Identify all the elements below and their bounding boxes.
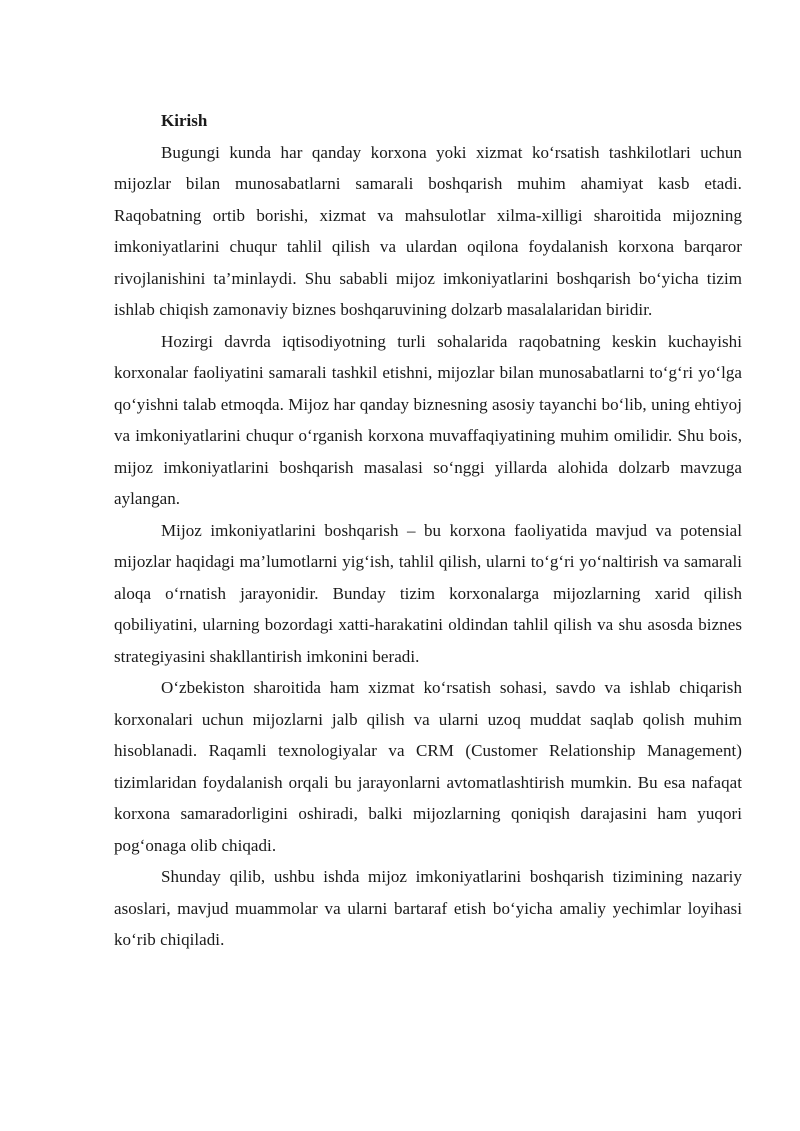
- paragraph-5: Shunday qilib, ushbu ishda mijoz imkoniyatlarini boshqarish tizimining nazariy asoslari, mavjud muammolar va ularni bartaraf etish bo‘yicha amaliy yechimlar loyihasi ko‘rib chiqiladi.: [114, 867, 742, 949]
- paragraph-1: Bugungi kunda har qanday korxona yoki xizmat ko‘rsatish tashkilotlari uchun mijozlar bilan munosabatlarni samarali boshqarish muhim ahamiyat kasb etadi. Raqobatning ortib borishi, xizmat va mahsulotlar xilma-xilligi sharoitida mijozning imkoniyatlarini chuqur tahlil qilish va ulardan oqilona foydalanish korxona barqaror rivojlanishini ta’minlaydi. Shu sababli mijoz imkoniyatlarini boshqarish bo‘yicha tizim ishlab chiqish zamonaviy biznes boshqaruvining dolzarb masalalaridan biridir.: [114, 142, 742, 319]
- paragraph-2: Hozirgi davrda iqtisodiyotning turli sohalarida raqobatning keskin kuchayishi korxonalar faoliyatini samarali tashkil etishni, mijozlar bilan munosabatlarni to‘g‘ri yo‘lga qo‘yishni talab etmoqda. Mijoz har qanday biznesning asosiy tayanchi bo‘lib, uning ehtiyoj va imkoniyatlarini chuqur o‘rganish korxona muvaffaqiyatining muhim omilidir. Shu bois, mijoz imkoniyatlarini boshqarish masalasi so‘nggi yillarda alohida dolzarb mavzuga aylangan.: [114, 331, 742, 508]
- section-heading: Kirish: [161, 111, 208, 130]
- paragraph-4: O‘zbekiston sharoitida ham xizmat ko‘rsatish sohasi, savdo va ishlab chiqarish korxonalari uchun mijozlarni jalb qilish va ularni uzoq muddat saqlab qolish muhim hisoblanadi. Raqamli texnologiyalar va CRM (Customer Relationship Management) tizimlaridan foydalanish orqali bu jarayonlarni avtomatlashtirish mumkin. Bu esa nafaqat korxona samaradorligini oshiradi, balki mijozlarning qoniqish darajasini ham yuqori pog‘onaga olib chiqadi.: [114, 678, 742, 855]
- document-page: [114, 105, 742, 956]
- paragraph-3: Mijoz imkoniyatlarini boshqarish – bu korxona faoliyatida mavjud va potensial mijozlar haqidagi ma’lumotlarni yig‘ish, tahlil qilish, ularni to‘g‘ri yo‘naltirish va samarali aloqa o‘rnatish jarayonidir. Bunday tizim korxonalarga mijozlarning xarid qilish qobiliyatini, ularning bozordagi xatti-harakatini oldindan tahlil qilish va shu asosda biznes strategiyasini shakllantirish imkonini beradi.: [114, 520, 742, 666]
